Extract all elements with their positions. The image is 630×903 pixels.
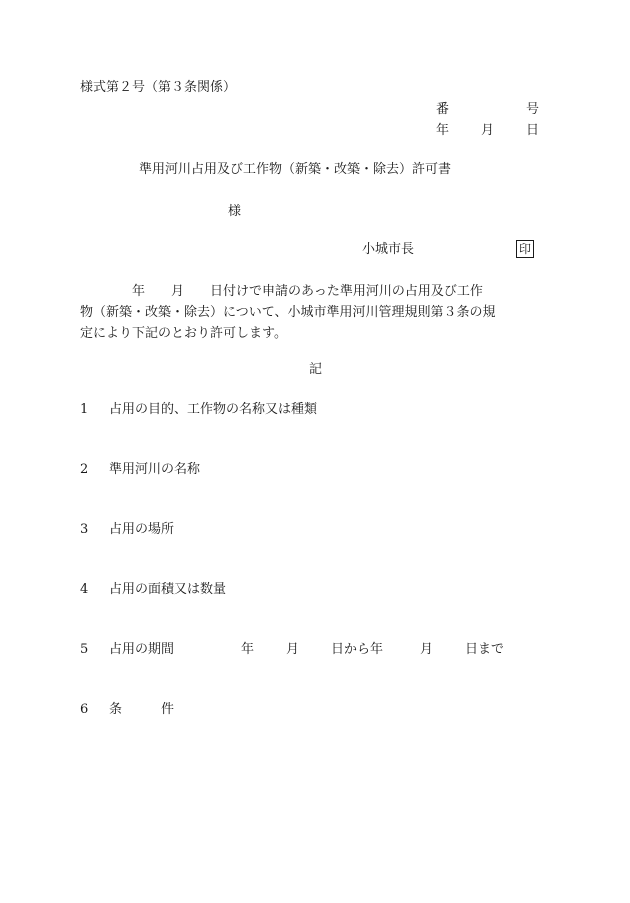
period-from-month: 月 [286,642,300,657]
item-number: 3 [80,522,89,537]
item-3 [0,522,630,538]
document-number-label-ban: 番 [436,102,450,117]
item-1 [0,402,630,418]
item-number: 4 [80,582,89,597]
item-5 [0,642,630,658]
item-label: 条 件 [109,702,175,717]
item-2 [0,462,630,478]
item-label: 占用の期間 [109,642,175,657]
item-number: 6 [80,702,89,717]
item-label: 占用の場所 [109,522,175,537]
item-label: 準用河川の名称 [109,462,201,477]
item-label: 占用の面積又は数量 [109,582,227,597]
body-line: 物（新築・改築・除去）について、小城市準用河川管理規則第３条の規 [80,305,496,320]
issue-date-month: 月 [481,123,495,138]
seal-mark: 印 [516,240,534,258]
body-line: 年 月 日付けで申請のあった準用河川の占用及び工作 [80,284,483,299]
issue-date-year: 年 [436,123,450,138]
addressee-suffix: 様 [228,204,242,219]
item-4 [0,582,630,598]
body-paragraph [80,281,550,344]
issue-date-day: 日 [526,123,540,138]
issuer-name: 小城市長 [362,242,415,257]
item-6 [0,702,630,718]
document-title: 準用河川占用及び工作物（新築・改築・除去）許可書 [139,162,452,177]
document-number-label-go: 号 [526,102,540,117]
item-number: 1 [80,402,89,417]
item-number: 5 [80,642,89,657]
period-from-day: 日から年 [331,642,384,657]
period-to-day: 日まで [465,642,505,657]
item-label: 占用の目的、工作物の名称又は種類 [109,402,318,417]
period-from-year: 年 [241,642,255,657]
ki-heading: 記 [309,362,323,377]
item-number: 2 [80,462,89,477]
period-to-month: 月 [420,642,434,657]
form-number: 様式第２号（第３条関係） [80,80,237,95]
body-line: 定により下記のとおり許可します。 [80,326,287,341]
